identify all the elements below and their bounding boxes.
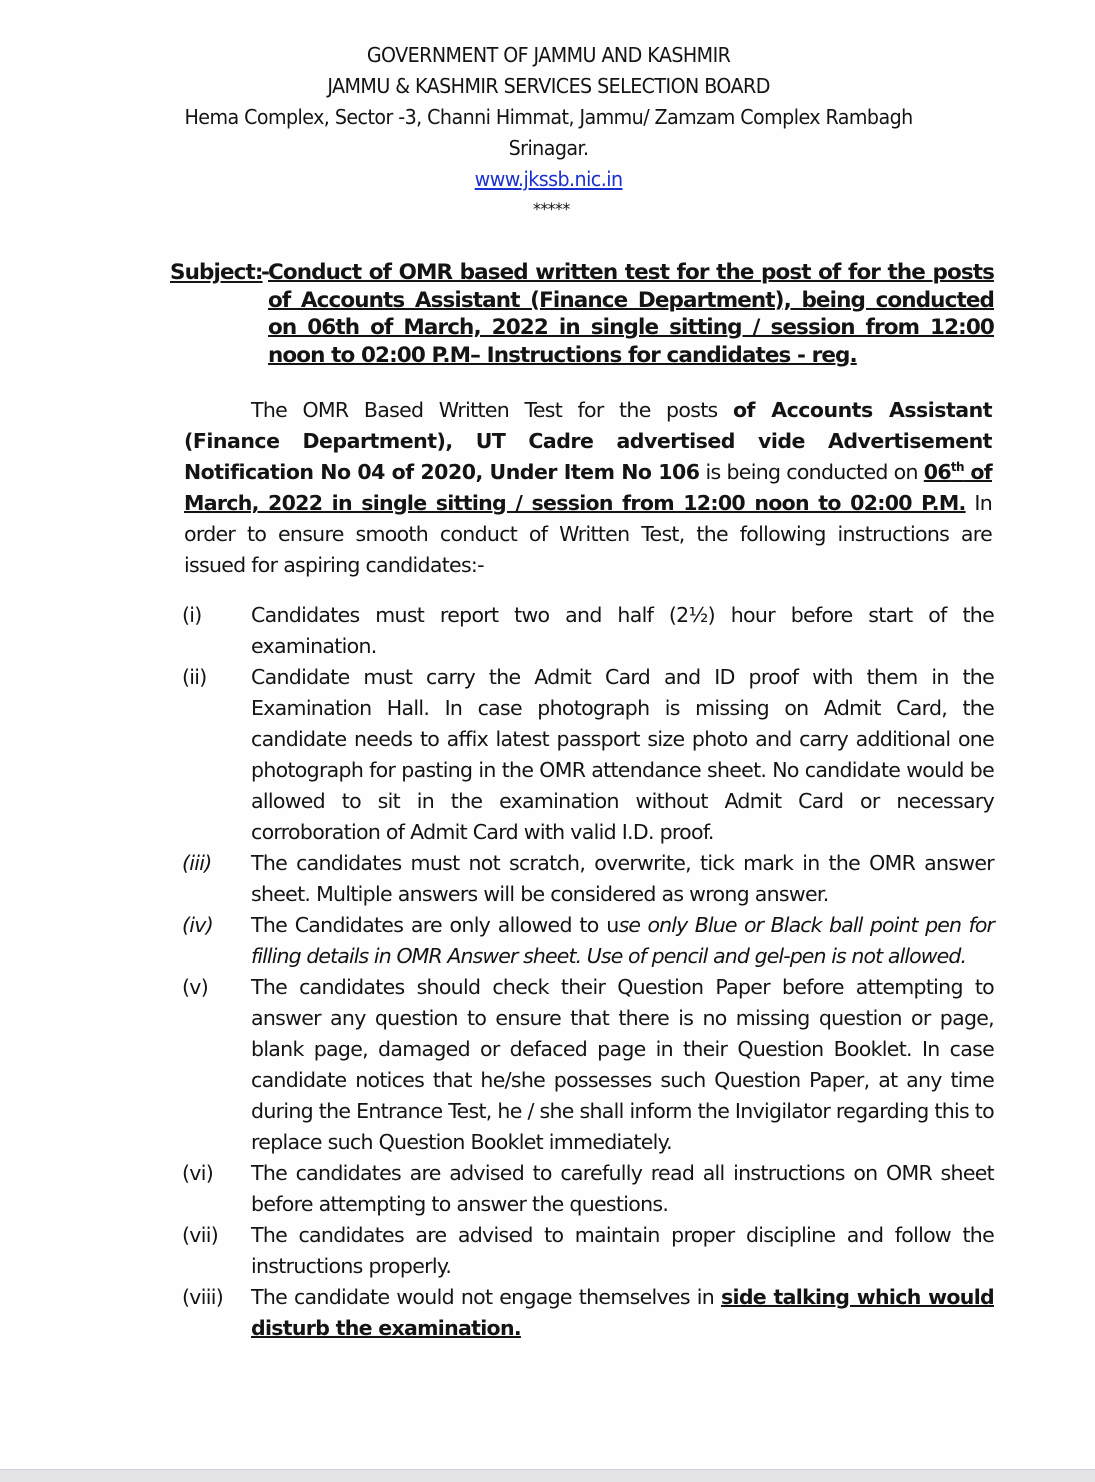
intro-paragraph bbox=[184, 395, 992, 581]
instruction-item bbox=[182, 1220, 994, 1282]
item-text-italic: se only Blue or Black ball point pen for filling details in OMR Answer sheet. Use of pencil and gel-pen is not allowed. bbox=[251, 913, 995, 968]
intro-post-details: of Accounts Assistant (Finance Department), UT Cadre advertised vide Advertisement Notification No 04 of 2020, Under Item No 106 bbox=[184, 398, 992, 484]
subject-dash: - bbox=[261, 260, 270, 285]
instruction-item bbox=[182, 1282, 994, 1344]
item-text: Candidate must carry the Admit Card and ID proof with them in the Examination Hall. In case photograph is missing on Admit Card, the candidate needs to affix latest passport size photo and carry additional one photograph for pasting in the OMR attendance sheet. No candidate would be allowed to sit in the examination without Admit Card or necessary corroboration of Admit Card with valid I.D. proof. bbox=[251, 665, 994, 844]
item-number: (ii) bbox=[182, 665, 207, 689]
instruction-item bbox=[182, 972, 994, 1158]
item-text: The candidates must not scratch, overwrite, tick mark in the OMR answer sheet. Multiple answers will be considered as wrong answer. bbox=[251, 851, 994, 906]
item-number: (i) bbox=[182, 603, 202, 627]
intro-text: The OMR Based Written Test for the posts bbox=[251, 398, 733, 422]
item-number: (iii) bbox=[182, 851, 212, 875]
exam-date: 06th of March, 2022 in single sitting / session from 12:00 noon to 02:00 P.M. bbox=[184, 460, 993, 515]
viewer-bottom-bar bbox=[0, 1469, 1095, 1482]
item-number: (viii) bbox=[182, 1285, 224, 1309]
website-link[interactable]: www.jkssb.nic.in bbox=[474, 167, 623, 191]
board-title: JAMMU & KASHMIR SERVICES SELECTION BOARD bbox=[327, 74, 770, 98]
instruction-item bbox=[182, 1158, 994, 1220]
instruction-item bbox=[182, 910, 994, 972]
item-text-emphasis: side talking which would disturb the examination. bbox=[251, 1285, 994, 1340]
intro-text-3: In order to ensure smooth conduct of Written Test, the following instructions are issued for aspiring candidates:- bbox=[184, 491, 992, 577]
item-text: The candidates are advised to maintain proper discipline and follow the instructions properly. bbox=[251, 1223, 994, 1278]
subject-text: Conduct of OMR based written test for the post of for the posts of Accounts Assistant (Finance Department), being conducted on 06th of March, 2022 in single sitting / session from 12:00 noon to 02:00 P.M– Instructions for candidates - reg. bbox=[268, 260, 994, 368]
item-text: The candidate would not engage themselves in bbox=[251, 1285, 721, 1309]
item-number: (vii) bbox=[182, 1223, 219, 1247]
item-text: The candidates should check their Question Paper before attempting to answer any question to ensure that there is no missing question or page, blank page, damaged or defaced page in their Question Booklet. In case candidate notices that he/she possesses such Question Paper, at any time during the Entrance Test, he / she shall inform the Invigilator regarding this to replace such Question Booklet immediately. bbox=[251, 975, 994, 1154]
instruction-item bbox=[182, 848, 994, 910]
item-text: Candidates must report two and half (2½) hour before start of the examination. bbox=[251, 603, 994, 658]
address: Hema Complex, Sector -3, Channi Himmat, Jammu/ Zamzam Complex Rambagh bbox=[184, 105, 913, 129]
item-number: (vi) bbox=[182, 1161, 214, 1185]
government-title: GOVERNMENT OF JAMMU AND KASHMIR bbox=[366, 43, 731, 67]
item-number: (iv) bbox=[182, 913, 214, 937]
item-text: The Candidates are only allowed to u bbox=[251, 913, 619, 937]
instruction-item bbox=[182, 662, 994, 848]
separator: ***** bbox=[532, 200, 570, 220]
intro-text-2: is being conducted on bbox=[699, 460, 924, 484]
subject-block bbox=[170, 259, 994, 369]
item-number: (v) bbox=[182, 975, 209, 999]
instruction-item bbox=[182, 600, 994, 662]
instructions-list bbox=[182, 600, 994, 1344]
city: Srinagar. bbox=[508, 136, 589, 160]
subject-label: Subject: bbox=[170, 260, 263, 285]
letterhead bbox=[39, 40, 1057, 226]
item-text: The candidates are advised to carefully read all instructions on OMR sheet before attempting to answer the questions. bbox=[251, 1161, 994, 1216]
